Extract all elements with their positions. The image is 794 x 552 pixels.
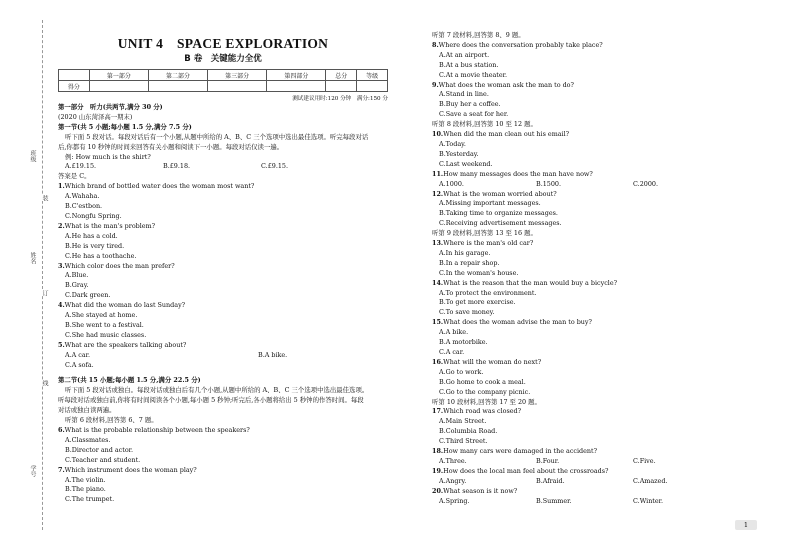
option: A.£19.15. <box>65 162 97 171</box>
question-text: When did the man clean out his email? <box>443 130 570 139</box>
score-blank[interactable] <box>267 81 326 92</box>
option[interactable]: C.A car. <box>439 348 465 356</box>
option[interactable]: A.Stand in line. <box>439 90 489 99</box>
question-text: Where is the man's old car? <box>443 239 534 248</box>
option[interactable]: B.Taking time to organize messages. <box>439 209 558 218</box>
option[interactable]: C.At a movie theater. <box>439 70 508 79</box>
question <box>432 279 762 289</box>
score-cell: 第一部分 <box>89 70 148 81</box>
option[interactable]: C.He has a toothache. <box>65 251 137 260</box>
question <box>58 222 400 232</box>
option[interactable]: A.The violin. <box>65 475 106 484</box>
question <box>432 447 762 457</box>
binding-mark-2: 订 <box>41 290 48 296</box>
option[interactable]: B.C'estbon. <box>65 202 103 211</box>
score-table <box>58 69 388 92</box>
question-number: 17. <box>432 407 444 416</box>
question-text: What season is it now? <box>443 486 518 495</box>
question-text: What is the man's problem? <box>64 221 156 230</box>
section2-instructions: 听下面 5 段对话或独白。每段对话或独白后有几个小题,从题中所给的 A、B、C 三个选项中选出最佳选项。 <box>65 386 369 395</box>
question <box>432 467 762 477</box>
question-text: How many messages does the man have now? <box>443 169 593 178</box>
example-question: 例: How much is the shirt? <box>65 152 151 161</box>
listening-material-note: 听第 7 段材料,回答第 8、9 题。 <box>432 31 525 39</box>
option[interactable]: B.Go home to cook a meal. <box>439 377 526 386</box>
option[interactable]: C.The trumpet. <box>65 495 115 504</box>
question <box>58 466 400 476</box>
question-text: What is the woman worried about? <box>443 189 557 198</box>
question-number: 5. <box>58 340 65 349</box>
option[interactable]: A.Three. <box>439 456 467 465</box>
section1-instructions: 听下面 5 段对话。每段对话后有一个小题,从题中所给的 A、B、C 三个选项中选出最佳选项。听完每段对话 <box>65 132 369 141</box>
paper-subtitle: B 卷 关键能力全优 <box>184 54 262 64</box>
left-column <box>58 103 400 505</box>
option-row <box>432 180 762 190</box>
question-number: 15. <box>432 318 444 327</box>
question-number: 3. <box>58 261 65 270</box>
question <box>432 81 762 91</box>
name-label: 姓名 <box>29 252 36 264</box>
question-text: Which instrument does the woman play? <box>64 465 197 474</box>
part1-heading: 第一部分 听力(共两节,满分 30 分) <box>58 103 163 111</box>
question <box>58 341 400 351</box>
option[interactable]: A.Today. <box>439 139 466 148</box>
question <box>432 41 762 51</box>
question-number: 14. <box>432 278 444 287</box>
question-text: Which road was closed? <box>443 407 522 416</box>
class-label: 班级 <box>29 150 36 162</box>
option[interactable]: B.The piano. <box>65 485 106 494</box>
option[interactable]: B.Yesterday. <box>439 149 479 158</box>
question <box>432 318 762 328</box>
right-column <box>432 31 762 507</box>
option[interactable]: C.Dark green. <box>65 291 111 300</box>
option[interactable]: C.Teacher and student. <box>65 455 141 464</box>
option[interactable]: A.Blue. <box>65 271 89 280</box>
section2-heading: 第二节(共 15 小题;每小题 1.5 分,满分 22.5 分) <box>58 376 201 385</box>
student-id-label: 学号 <box>29 465 36 477</box>
binding-mark-3: 线 <box>41 380 48 386</box>
option[interactable]: C.She had music classes. <box>65 330 147 339</box>
page-number: 1 <box>735 520 757 530</box>
question-text: Which color does the man prefer? <box>64 261 175 270</box>
question-text: What is the probable relationship between the speakers? <box>64 426 250 434</box>
option[interactable]: A.Angry. <box>439 476 467 485</box>
option[interactable]: B.She went to a festival. <box>65 320 144 329</box>
option-row <box>432 457 762 467</box>
option[interactable]: B.He is very tired. <box>65 241 125 250</box>
option[interactable]: B.Director and actor. <box>65 445 134 454</box>
question <box>58 301 400 311</box>
option[interactable]: C.Third Street. <box>439 437 488 446</box>
section2-instructions: 听每段对话或独白前,你将有时间阅读各个小题,每小题 5 秒钟;听完后,各小题将给出 5 秒钟的作答时间。每段 <box>58 396 364 405</box>
time-info: 测试建议用时:120 分钟 满分:150 分 <box>292 96 388 102</box>
example-answer: 答案是 C。 <box>58 172 91 181</box>
score-row-label: 得分 <box>59 81 90 92</box>
option[interactable]: A.Wahaha. <box>65 192 100 201</box>
score-blank[interactable] <box>326 81 357 92</box>
option[interactable]: B.Afraid. <box>536 476 565 485</box>
option[interactable]: A.Main Street. <box>439 417 487 426</box>
question-text: How does the local man feel about the crossroads? <box>443 466 609 475</box>
option[interactable]: A.Missing important messages. <box>439 199 541 208</box>
score-blank[interactable] <box>89 81 148 92</box>
option[interactable]: B.Buy her a coffee. <box>439 100 501 109</box>
question-number: 9. <box>432 80 439 89</box>
option[interactable]: C.Receiving advertisement messages. <box>439 219 562 228</box>
question-text: What does the woman ask the man to do? <box>438 80 574 89</box>
question <box>58 426 400 436</box>
score-blank[interactable] <box>148 81 207 92</box>
score-cell: 等级 <box>357 70 388 81</box>
question-text: What did the woman do last Sunday? <box>64 301 186 310</box>
option-row <box>432 497 762 507</box>
question-number: 20. <box>432 486 444 495</box>
option[interactable]: A.Go to work. <box>439 367 484 376</box>
listening-material-note: 听第 10 段材料,回答第 17 至 20 题。 <box>432 397 541 406</box>
question-number: 12. <box>432 189 444 198</box>
option[interactable]: A.Spring. <box>439 496 470 505</box>
question <box>432 358 762 368</box>
option[interactable]: A.To protect the environment. <box>439 288 537 297</box>
score-cell: 第三部分 <box>208 70 267 81</box>
score-cell <box>59 70 90 81</box>
option[interactable]: B.Summer. <box>536 496 572 505</box>
question-number: 18. <box>432 447 444 456</box>
option[interactable]: B.Four. <box>536 456 560 465</box>
example-options <box>58 162 400 172</box>
question <box>432 170 762 180</box>
binding-mark-1: 装 <box>41 195 48 201</box>
option[interactable]: C.In the woman's house. <box>439 268 519 277</box>
section2-instructions: 对话或独白读两遍。 <box>58 406 116 415</box>
question-number: 7. <box>58 465 65 474</box>
option[interactable]: A.He has a cold. <box>65 231 118 240</box>
question-number: 6. <box>58 426 65 434</box>
question-number: 11. <box>432 169 444 178</box>
score-cell: 总分 <box>326 70 357 81</box>
option[interactable]: C.To save money. <box>439 308 495 317</box>
listening-material-note: 听第 8 段材料,回答第 10 至 12 题。 <box>432 120 537 129</box>
score-blank[interactable] <box>357 81 388 92</box>
question <box>58 182 400 192</box>
question-text: How many cars were damaged in the accident? <box>443 447 597 456</box>
option[interactable]: B.To get more exercise. <box>439 298 516 307</box>
option[interactable]: B.Gray. <box>65 281 89 290</box>
option[interactable]: C.Last weekend. <box>439 159 493 168</box>
option[interactable]: C.Amazed. <box>633 476 668 485</box>
option[interactable]: A.A car. <box>65 350 91 359</box>
question-number: 2. <box>58 221 65 230</box>
question <box>432 239 762 249</box>
question-text: What are the speakers talking about? <box>64 340 187 349</box>
unit-title: UNIT 4 SPACE EXPLORATION <box>117 36 329 51</box>
option[interactable]: A.Classmates. <box>65 435 111 444</box>
option: C.£9.15. <box>261 162 289 171</box>
question-number: 4. <box>58 301 65 310</box>
option[interactable]: C.Go to the company picnic. <box>439 387 531 396</box>
question-text: What is the reason that the man would buy a bicycle? <box>443 278 618 287</box>
score-table-score-row <box>59 81 388 92</box>
option[interactable]: A.She stayed at home. <box>65 311 138 320</box>
option-row <box>432 477 762 487</box>
listening-material-note: 听第 6 段材料,回答第 6、7 题。 <box>65 416 158 425</box>
option[interactable]: B.1500. <box>536 179 562 188</box>
question <box>58 262 400 272</box>
binding-margin <box>0 0 50 552</box>
option: B.£9.18. <box>163 162 191 171</box>
option-row <box>58 351 400 361</box>
option[interactable]: B.In a repair shop. <box>439 258 500 267</box>
option[interactable]: C.2000. <box>633 179 658 188</box>
option[interactable]: A.A bike. <box>439 328 469 337</box>
score-blank[interactable] <box>208 81 267 92</box>
question-text: What does the woman advise the man to buy? <box>443 318 592 327</box>
option[interactable]: C.Nongfu Spring. <box>65 211 122 220</box>
option[interactable]: C.Five. <box>633 456 656 465</box>
section1-instructions: 后,你都有 10 秒钟的时间来回答有关小题和阅读下一小题。每段对话仅读一遍。 <box>58 142 284 151</box>
part1-source: (2020 山东菏泽高一期末) <box>58 112 133 121</box>
question-number: 13. <box>432 239 444 248</box>
question-number: 8. <box>432 40 439 49</box>
listening-material-note: 听第 9 段材料,回答第 13 至 16 题。 <box>432 229 537 238</box>
option[interactable]: C.Winter. <box>633 496 664 505</box>
question-number: 1. <box>58 182 65 191</box>
question-number: 16. <box>432 357 444 366</box>
section1-heading: 第一节(共 5 小题;每小题 1.5 分,满分 7.5 分) <box>58 122 192 131</box>
question <box>432 130 762 140</box>
question-text: What will the woman do next? <box>443 357 542 366</box>
option[interactable]: A.At an airport. <box>439 50 490 59</box>
question-text: Which brand of bottled water does the woman most want? <box>64 182 255 191</box>
score-table-header-row <box>59 70 388 81</box>
option[interactable]: B.A motorbike. <box>439 338 488 347</box>
question-text: Where does the conversation probably take place? <box>438 40 603 49</box>
option[interactable]: A.1000. <box>439 179 464 188</box>
option[interactable]: C.Save a seat for her. <box>439 110 509 119</box>
option[interactable]: B.A bike. <box>258 350 288 359</box>
option[interactable]: B.Columbia Road. <box>439 427 498 436</box>
binding-dashed-line <box>42 20 43 530</box>
question-number: 19. <box>432 466 444 475</box>
question <box>432 487 762 497</box>
option[interactable]: A.In his garage. <box>439 248 491 257</box>
score-cell: 第四部分 <box>267 70 326 81</box>
question-number: 10. <box>432 130 444 139</box>
score-cell: 第二部分 <box>148 70 207 81</box>
option[interactable]: B.At a bus station. <box>439 60 499 69</box>
question <box>432 407 762 417</box>
question <box>432 190 762 200</box>
option[interactable]: C.A sofa. <box>65 360 94 369</box>
